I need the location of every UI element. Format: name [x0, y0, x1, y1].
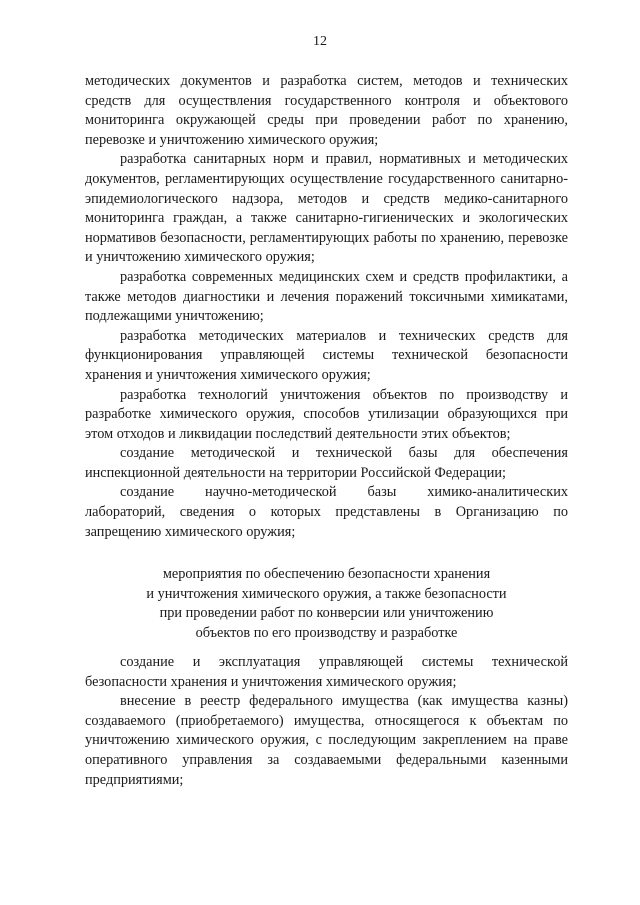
paragraph: внесение в реестр федерального имущества (как имущества казны) создаваемого (приобретаемого) имущества, относящегося к объектам по уничтожению химического оружия, с последующим закреплением на праве оперативного управления за создаваемыми федеральными казенными предприятиями; — [85, 693, 568, 788]
paragraph: создание методической и технической базы для обеспечения инспекционной деятельности на территории Российской Федерации; — [85, 445, 568, 481]
heading-line: объектов по его производству и разработке — [195, 624, 458, 641]
heading-line: мероприятия по обеспечению безопасности хранения — [162, 566, 491, 582]
paragraph: разработка методических материалов и технических средств для функционирования управляющей системы технической безопасности хранения и уничтожения химического оружия; — [85, 327, 568, 383]
paragraph: создание и эксплуатация управляющей системы технической безопасности хранения и уничтожения химического оружия; — [85, 654, 568, 690]
page-number: 12 — [313, 34, 327, 49]
body-text-bottom — [85, 653, 568, 790]
section-heading — [85, 565, 568, 643]
heading-line: и уничтожения химического оружия, а также безопасности — [146, 585, 507, 602]
body-text-top — [85, 72, 568, 542]
paragraph: разработка технологий уничтожения объектов по производству и разработке химического оружия, способов утилизации образующихся при этом отходов и ликвидации последствий деятельности этих объектов; — [85, 386, 568, 442]
paragraph: разработка современных медицинских схем и средств профилактики, а также методов диагностики и лечения поражений токсичными химикатами, подлежащими уничтожению; — [85, 268, 568, 325]
paragraph: создание научно-методической базы химико-аналитических лабораторий, сведения о которых представлены в Организацию по запрещению химического оружия; — [85, 484, 568, 540]
paragraph: разработка санитарных норм и правил, нормативных и методических документов, регламентирующих осуществление государственного санитарно-эпидемиологического надзора, методов и средств медико-санитарного мониторинга граждан, а также санитарно-гигиенических и экологических нормативов безопасности, регламентирующих работы по хранению, перевозке и уничтожению химического оружия; — [85, 151, 568, 266]
heading-line: при проведении работ по конверсии или уничтожению — [159, 605, 494, 622]
paragraph-continued: методических документов и разработка систем, методов и технических средств для осуществления государственного контроля и объектового мониторинга окружающей среды при проведении работ по хранению, перевозке и уничтожению химического оружия; — [85, 73, 568, 148]
